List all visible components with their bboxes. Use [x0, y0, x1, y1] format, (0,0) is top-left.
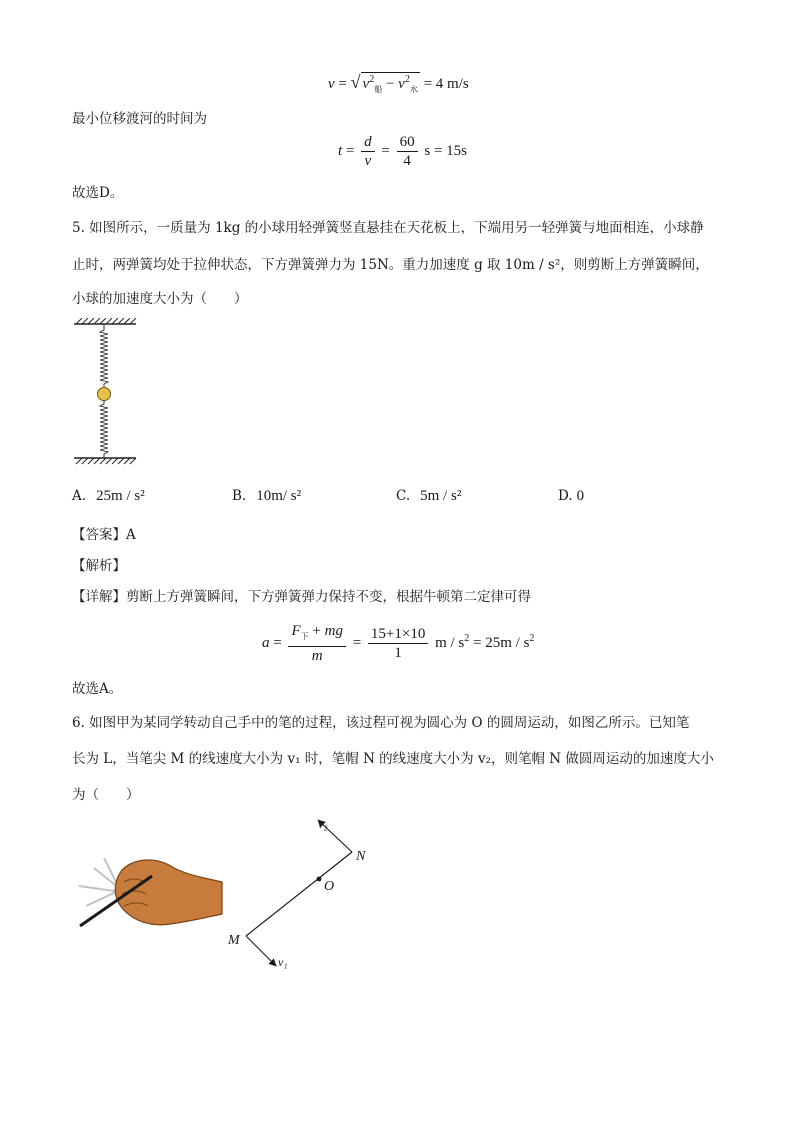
formula-time: t = $\frac{d}{v}$ = $\frac{60}{4}$ s = 15s [338, 134, 467, 169]
option-c-letter: C. [396, 488, 411, 504]
detail-tag: 【详解】 [72, 589, 126, 605]
option-d-value: 0 [576, 488, 585, 504]
option-a[interactable] [72, 488, 145, 505]
formula-acceleration: a = $\frac{F_下 + mg}{m}$ = $\frac{15+1\times 10}{1}$ $m / s^2 = 25m / s^2$ [262, 623, 535, 664]
option-d[interactable] [558, 488, 584, 505]
q5-stem-line2: 止时，两弹簧均处于拉伸状态，下方弹簧弹力为 15N。重力加速度 g 取 10m / s²，则剪断上方弹簧瞬间， [72, 257, 709, 273]
option-a-letter: A. [72, 488, 87, 504]
option-b-letter: B. [232, 488, 247, 504]
detail-text: 剪断上方弹簧瞬间，下方弹簧弹力保持不变，根据牛顿第二定律可得 [126, 589, 531, 605]
option-b-value: 10m/ s² [256, 488, 302, 504]
q6-stem-line1: 6. 如图甲为某同学转动自己手中的笔的过程，该过程可视为圆心为 O 的圆周运动，如图乙所示。已知笔 [72, 715, 690, 731]
q5-conclusion: 故选A。 [72, 681, 123, 697]
answer-value: A [126, 527, 136, 543]
label-v2: v₂ [318, 817, 328, 831]
label-m: M [228, 933, 240, 948]
q5-stem-line1: 5. 如图所示，一质量为 1kg 的小球用轻弹簧竖直悬挂在天花板上，下端用另一轻弹簧与地面相连，小球静 [72, 220, 704, 236]
rotation-diagram [222, 808, 382, 980]
answer-tag: 【答案】 [72, 527, 126, 543]
q5-stem-line3: 小球的加速度大小为（ ） [72, 291, 248, 307]
option-d-letter: D. [558, 488, 573, 504]
analysis-tag: 【解析】 [72, 558, 126, 574]
option-b[interactable] [232, 488, 301, 505]
top-conclusion: 故选D。 [72, 185, 124, 201]
spring-ball-figure [68, 318, 142, 468]
formula-velocity: v = √ $v^2_船 - v^2_水 = 4$ m/s [328, 72, 469, 94]
label-v1: v₁ [278, 955, 288, 969]
option-c-value: 5m / s² [420, 488, 462, 504]
detail-line [72, 588, 531, 606]
q6-stem-line2: 长为 L，当笔尖 M 的线速度大小为 v₁ 时，笔帽 N 的线速度大小为 v₂，则笔帽 N 做圆周运动的加速度大小 [72, 751, 714, 767]
option-c[interactable] [396, 488, 461, 505]
label-o: O [324, 879, 335, 894]
q6-stem-line3: 为（ ） [72, 787, 140, 803]
hand-pen-figure [74, 848, 226, 938]
min-time-label: 最小位移渡河的时间为 [72, 111, 207, 127]
label-n: N [356, 849, 366, 864]
answer-line [72, 526, 136, 544]
option-a-value: 25m / s² [96, 488, 145, 504]
